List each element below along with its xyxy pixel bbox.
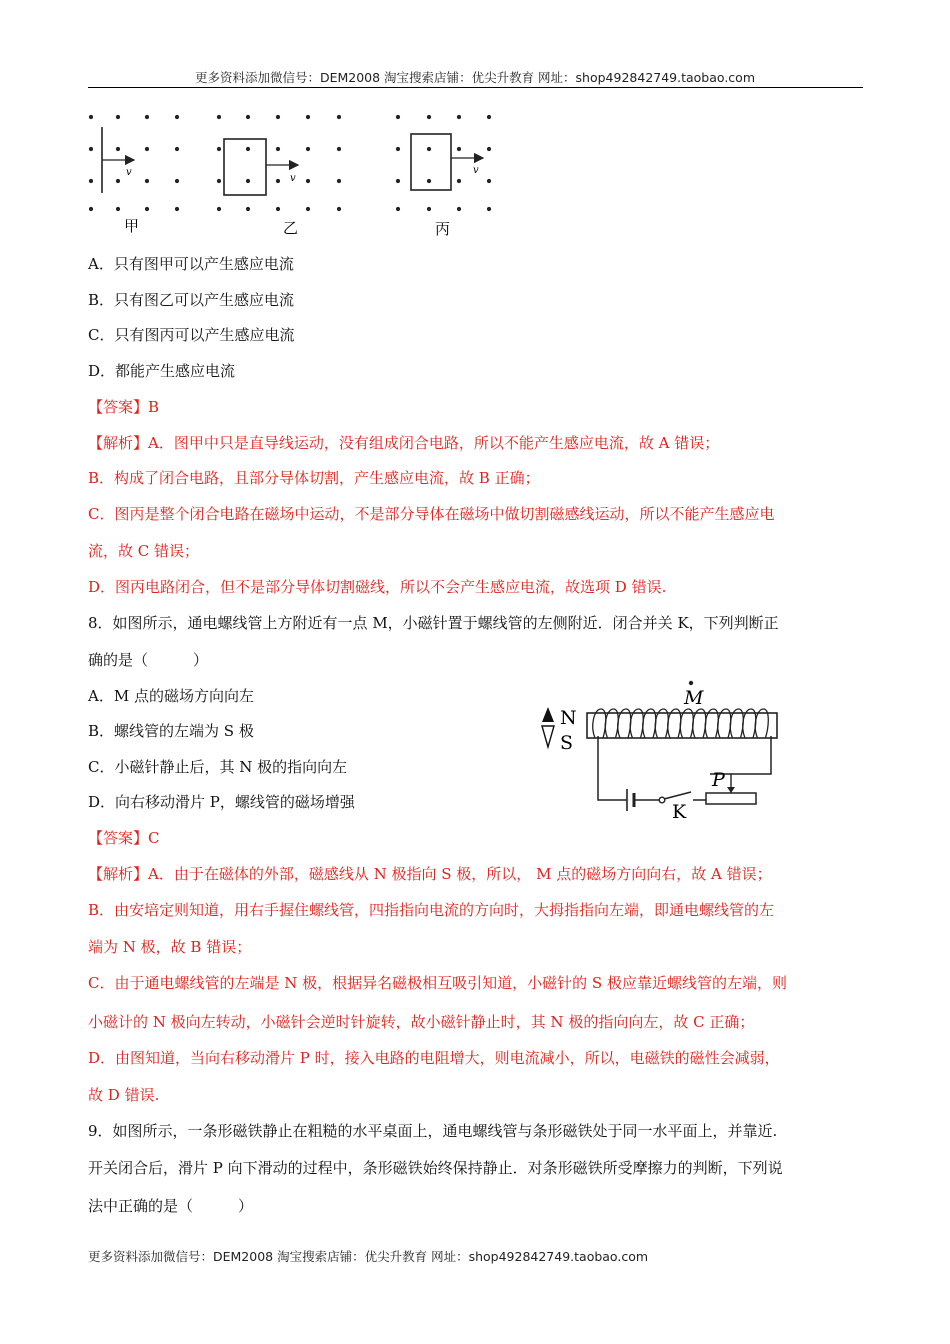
label-p: P <box>712 769 725 791</box>
q7-analysis-5: D．图丙电路闭合，但不是部分导体切割磁线，所以不会产生感应电流，故选项 D 错误. <box>88 578 667 596</box>
field-dot <box>175 147 179 151</box>
field-dot <box>396 179 400 183</box>
label-k: K <box>672 801 687 823</box>
label-n: N <box>560 707 577 729</box>
q7-option-c: C．只有图丙可以产生感应电流 <box>88 326 295 344</box>
q8-option-b: B．螺线管的左端为 S 极 <box>88 722 254 740</box>
label-jia: 甲 <box>124 217 140 235</box>
field-dot <box>337 179 341 183</box>
field-dot <box>246 179 250 183</box>
field-dot <box>116 207 120 211</box>
field-dot <box>487 115 491 119</box>
q8-option-c: C．小磁针静止后，其 N 极的指向向左 <box>88 758 348 776</box>
velocity-label-bing: v <box>473 165 479 176</box>
field-dot <box>306 179 310 183</box>
field-dot <box>89 147 93 151</box>
q8-analysis-1: 【解析】A．由于在磁体的外部，磁感线从 N 极指向 S 极，所以， M 点的磁场方向向右，故 A 错误； <box>88 865 772 883</box>
label-m: M <box>684 687 704 709</box>
q9-stem-3: 法中正确的是（ ） <box>88 1197 254 1215</box>
wire-right <box>731 736 771 774</box>
switch-k <box>659 797 665 803</box>
field-dot <box>427 179 431 183</box>
field-dot <box>487 207 491 211</box>
figure-8-circuit <box>535 676 795 824</box>
q7-analysis-2: B．构成了闭合电路，且部分导体切割，产生感应电流，故 B 正确； <box>88 469 540 487</box>
field-dot <box>457 115 461 119</box>
q8-analysis-3: 端为 N 极，故 B 错误； <box>88 938 252 956</box>
field-dot <box>175 115 179 119</box>
field-dot <box>217 179 221 183</box>
velocity-label-jia: v <box>126 167 132 178</box>
label-bing: 丙 <box>435 220 451 238</box>
q7-option-d: D．都能产生感应电流 <box>88 362 236 380</box>
q9-stem-2: 开关闭合后，滑片 P 向下滑动的过程中，条形磁铁始终保持静止．对条形磁铁所受摩擦力的判断，下列说 <box>88 1159 783 1177</box>
field-dot <box>175 179 179 183</box>
q8-analysis-4: C．由于通电螺线管的左端是 N 极，根据异名磁极相互吸引知道，小磁针的 S 极应靠近螺线管的左端，则 <box>88 974 787 992</box>
q9-stem-1: 9．如图所示，一条形磁铁静止在粗糙的水平桌面上，通电螺线管与条形磁铁处于同一水平面上，并靠近. <box>88 1122 778 1140</box>
q8-stem-2: 确的是（ ） <box>88 651 209 669</box>
field-dot <box>145 179 149 183</box>
field-dot <box>217 207 221 211</box>
field-dot <box>487 179 491 183</box>
q8-stem-1: 8．如图所示，通电螺线管上方附近有一点 M，小磁针置于螺线管的左侧附近．闭合并关 K，下列判断正 <box>88 614 779 632</box>
field-dot <box>145 115 149 119</box>
field-dot <box>276 147 280 151</box>
wire-left <box>598 736 627 800</box>
compass-needle <box>542 707 554 722</box>
rheostat <box>706 793 756 804</box>
field-dot <box>246 207 250 211</box>
point-m <box>689 681 693 685</box>
q7-option-b: B．只有图乙可以产生感应电流 <box>88 291 295 309</box>
field-dot <box>276 179 280 183</box>
field-dot <box>89 115 93 119</box>
field-dot <box>396 207 400 211</box>
q7-option-a: A．只有图甲可以产生感应电流 <box>88 255 294 273</box>
field-dot <box>337 115 341 119</box>
field-dot <box>457 179 461 183</box>
field-dot <box>396 115 400 119</box>
velocity-label-yi: v <box>290 173 296 184</box>
field-dot <box>487 147 491 151</box>
field-dot <box>246 115 250 119</box>
field-dot <box>427 147 431 151</box>
q8-analysis-6: D．由图知道，当向右移动滑片 P 时，接入电路的电阻增大，则电流减小，所以，电磁铁的磁性会减弱， <box>88 1049 780 1067</box>
field-dot <box>116 147 120 151</box>
field-dot <box>145 147 149 151</box>
field-dot <box>246 147 250 151</box>
field-dot <box>337 207 341 211</box>
q7-analysis-1: 【解析】A．图甲中只是直导线运动，没有组成闭合电路，所以不能产生感应电流，故 A 错误； <box>88 434 720 452</box>
field-dot <box>116 179 120 183</box>
field-dot <box>217 115 221 119</box>
q8-analysis-2: B．由安培定则知道，用右手握住螺线管，四指指向电流的方向时，大拇指指向左端，即通电螺线管的左 <box>88 901 775 919</box>
figure-7 <box>80 105 510 240</box>
q7-analysis-3: C．图丙是整个闭合电路在磁场中运动，不是部分导体在磁场中做切割磁感线运动，所以不能产生感应电 <box>88 505 775 523</box>
loop-yi <box>224 139 266 195</box>
field-dot <box>175 207 179 211</box>
field-dot <box>145 207 149 211</box>
q8-analysis-7: 故 D 错误. <box>88 1086 160 1104</box>
field-dot <box>306 115 310 119</box>
field-dot <box>116 115 120 119</box>
dot-field <box>89 115 491 211</box>
field-dot <box>306 147 310 151</box>
q7-analysis-4: 流，故 C 错误； <box>88 542 200 560</box>
page-header: 更多资料添加微信号：DEM2008 淘宝搜索店铺：优尖升教育 网址：shop492842749.taobao.com <box>194 70 756 85</box>
field-dot <box>337 147 341 151</box>
field-dot <box>457 147 461 151</box>
field-dot <box>217 147 221 151</box>
field-dot <box>427 115 431 119</box>
field-dot <box>427 207 431 211</box>
q8-analysis-5: 小磁计的 N 极向左转动，小磁针会逆时针旋转，故小磁针静止时，其 N 极的指向向左，故 C 正确； <box>88 1013 755 1031</box>
field-dot <box>276 115 280 119</box>
switch-blade <box>664 792 691 799</box>
page-footer: 更多资料添加微信号：DEM2008 淘宝搜索店铺：优尖升教育 网址：shop492842749.taobao.com <box>88 1249 649 1264</box>
label-yi: 乙 <box>283 219 299 237</box>
q7-answer: 【答案】B <box>88 398 160 416</box>
q8-answer: 【答案】C <box>88 829 160 847</box>
field-dot <box>306 207 310 211</box>
field-dot <box>89 207 93 211</box>
field-dot <box>276 207 280 211</box>
field-dot <box>396 147 400 151</box>
field-dot <box>457 207 461 211</box>
header-rule <box>88 87 863 88</box>
q8-option-d: D．向右移动滑片 P，螺线管的磁场增强 <box>88 793 355 811</box>
q8-option-a: A．M 点的磁场方向向左 <box>88 687 254 705</box>
field-dot <box>89 179 93 183</box>
label-s: S <box>560 732 574 754</box>
